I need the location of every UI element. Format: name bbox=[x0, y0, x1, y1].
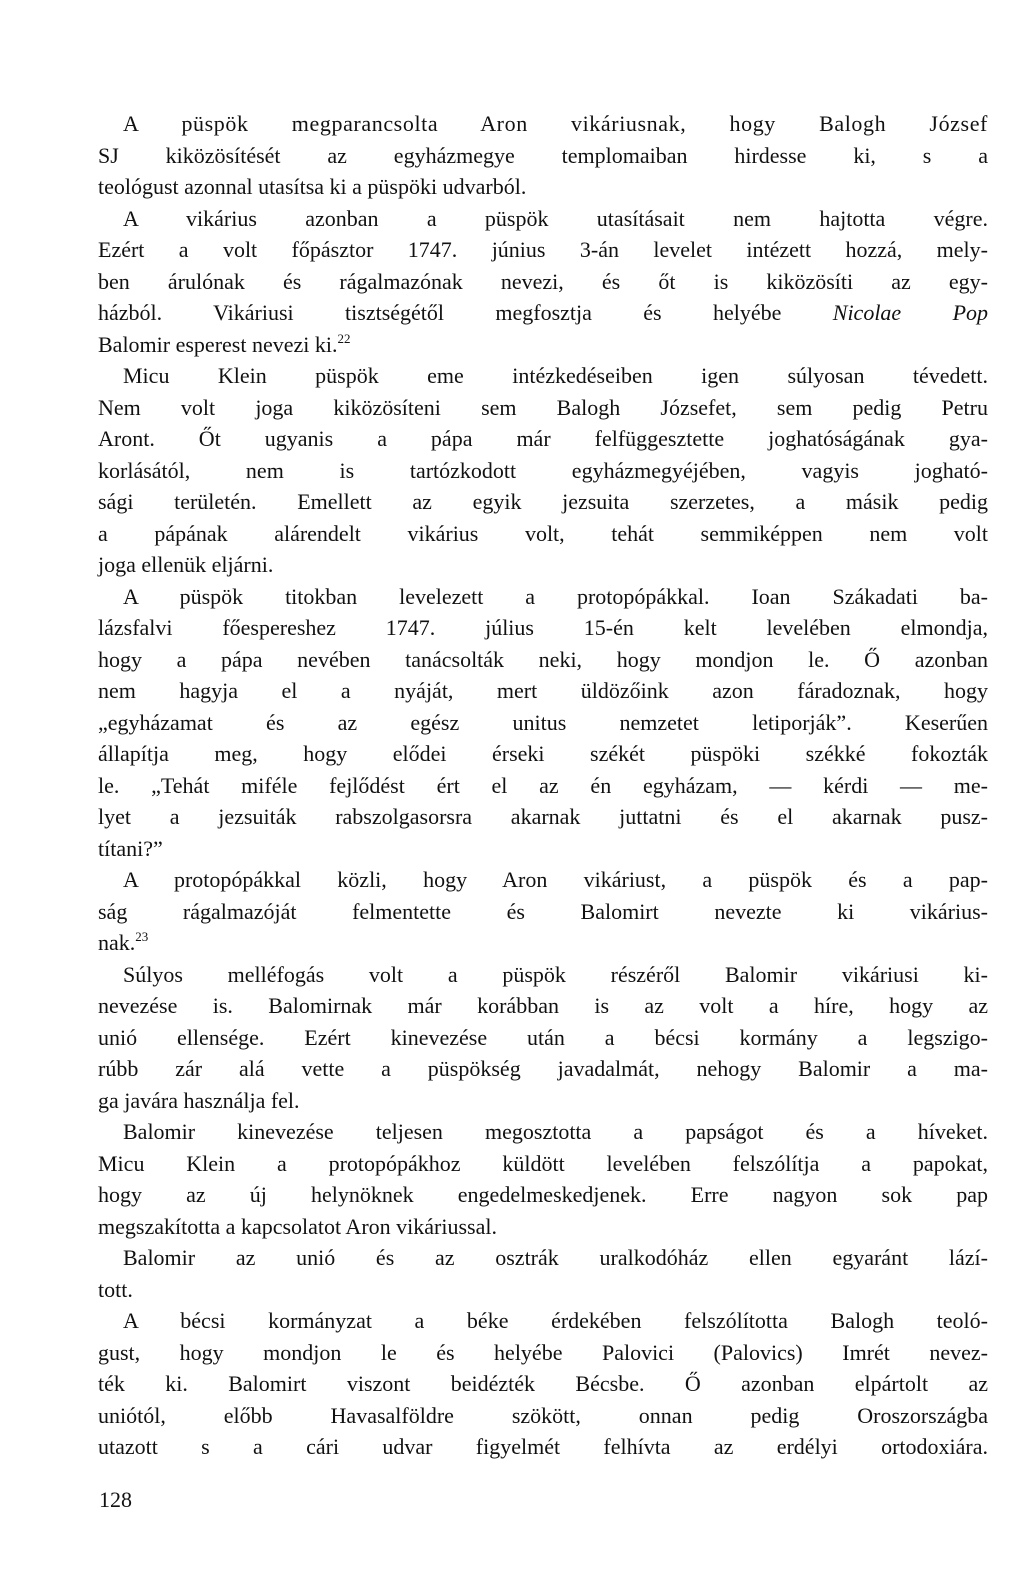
text-line: Balomir kinevezése teljesen megosztotta a papságot és a híveket. bbox=[123, 1119, 988, 1144]
text-line: le. „Tehát miféle fejlődést ért el az én egyházam, — kérdi — me- bbox=[98, 772, 988, 798]
text-line: A püspök megparancsolta Aron vikáriusnak, hogy Balogh József bbox=[123, 111, 988, 136]
text-line: gust, hogy mondjon le és helyébe Palovici (Palovics) Imrét nevez- bbox=[98, 1339, 988, 1365]
text-segment: nak. bbox=[98, 930, 136, 955]
text-line: ték ki. Balomirt viszont beidézték Bécsbe. Ő azonban elpártolt az bbox=[98, 1371, 988, 1396]
text-line bbox=[98, 927, 988, 959]
text-segment: házból. Vikáriusi tisztségétől megfosztja és helyébe bbox=[98, 300, 782, 325]
text-line bbox=[98, 329, 988, 361]
text-line: lázsfalvi főespereshez 1747. július 15-én kelt levelében elmondja, bbox=[98, 615, 988, 640]
text-line bbox=[98, 297, 988, 329]
text-line: hogy a pápa nevében tanácsolták neki, hogy mondjon le. Ő azonban bbox=[98, 646, 988, 672]
text-line: nem hagyja el a nyáját, mert üldözőink azon fáradoznak, hogy bbox=[98, 678, 988, 703]
text-line: tott. bbox=[98, 1276, 133, 1302]
text-line: A püspök titokban levelezett a protopópákkal. Ioan Szákadati ba- bbox=[123, 583, 988, 609]
footnote-ref: 23 bbox=[135, 929, 149, 944]
text-line: Micu Klein a protopópákhoz küldött levelében felszólítja a papokat, bbox=[98, 1150, 988, 1176]
text-line: ben árulónak és rágalmazónak nevezi, és őt is kiközösíti az egy- bbox=[98, 268, 988, 294]
text-line: Balomir az unió és az osztrák uralkodóház ellen egyaránt lází- bbox=[123, 1245, 988, 1270]
text-line: Súlyos melléfogás volt a püspök részéről Balomir vikáriusi ki- bbox=[123, 961, 988, 987]
text-line: megszakította a kapcsolatot Aron vikáriussal. bbox=[98, 1213, 497, 1239]
text-line: „egyházamat és az egész unitus nemzetet letiporják”. Keserűen bbox=[98, 709, 988, 735]
text-line: korlásától, nem is tartózkodott egyházmegyéjében, vagyis jogható- bbox=[98, 457, 988, 483]
text-line: títani?” bbox=[98, 835, 163, 861]
text-line: unió ellensége. Ezért kinevezése után a bécsi kormány a legszigo- bbox=[98, 1024, 988, 1050]
text-line: ság rágalmazóját felmentette és Balomirt nevezte ki vikárius- bbox=[98, 898, 988, 924]
body-text bbox=[98, 108, 988, 1463]
text-line: A bécsi kormányzat a béke érdekében felszólította Balogh teoló- bbox=[123, 1308, 988, 1333]
footnote-ref: 22 bbox=[337, 330, 351, 346]
text-line: joga ellenük eljárni. bbox=[98, 552, 274, 577]
text-line: Nem volt joga kiközösíteni sem Balogh Józsefet, sem pedig Petru bbox=[98, 394, 988, 420]
text-line: ga javára használja fel. bbox=[98, 1087, 300, 1113]
text-line: Aront. Őt ugyanis a pápa már felfüggesztette joghatóságának gya- bbox=[98, 426, 988, 451]
text-line: hogy az új helynöknek engedelmeskedjenek. Erre nagyon sok pap bbox=[98, 1182, 988, 1207]
italic-name: Nicolae Pop bbox=[832, 300, 989, 325]
text-line: SJ kiközösítését az egyházmegye templomaiban hirdesse ki, s a bbox=[98, 142, 988, 168]
text-line: lyet a jezsuiták rabszolgasorsra akarnak juttatni és el akarnak pusz- bbox=[98, 804, 988, 829]
text-line: Ezért a volt főpásztor 1747. június 3-án levelet intézett hozzá, mely- bbox=[98, 237, 988, 262]
text-line: állapítja meg, hogy elődei érseki székét püspöki székké fokozták bbox=[98, 741, 988, 766]
text-segment: Balomir esperest nevezi ki. bbox=[98, 331, 338, 357]
text-line: rúbb zár alá vette a püspökség javadalmát, nehogy Balomir a ma- bbox=[98, 1056, 988, 1081]
text-line: A vikárius azonban a püspök utasításait nem hajtotta végre. bbox=[123, 205, 988, 231]
text-line: sági területén. Emellett az egyik jezsuita szerzetes, a másik pedig bbox=[98, 489, 988, 514]
page-number: 128 bbox=[99, 1487, 132, 1512]
text-line: Micu Klein püspök eme intézkedéseiben igen súlyosan tévedett. bbox=[123, 363, 988, 388]
text-line: a pápának alárendelt vikárius volt, tehát semmiképpen nem volt bbox=[98, 520, 988, 546]
text-line: A protopópákkal közli, hogy Aron vikáriust, a püspök és a pap- bbox=[123, 867, 988, 892]
text-line: utazott s a cári udvar figyelmét felhívta az erdélyi ortodoxiára. bbox=[98, 1434, 988, 1459]
text-line: uniótól, előbb Havasalföldre szökött, onnan pedig Oroszországba bbox=[98, 1402, 988, 1428]
text-line: nevezése is. Balomirnak már korábban is az volt a híre, hogy az bbox=[98, 993, 988, 1018]
text-line: teológust azonnal utasítsa ki a püspöki udvarból. bbox=[98, 174, 527, 199]
